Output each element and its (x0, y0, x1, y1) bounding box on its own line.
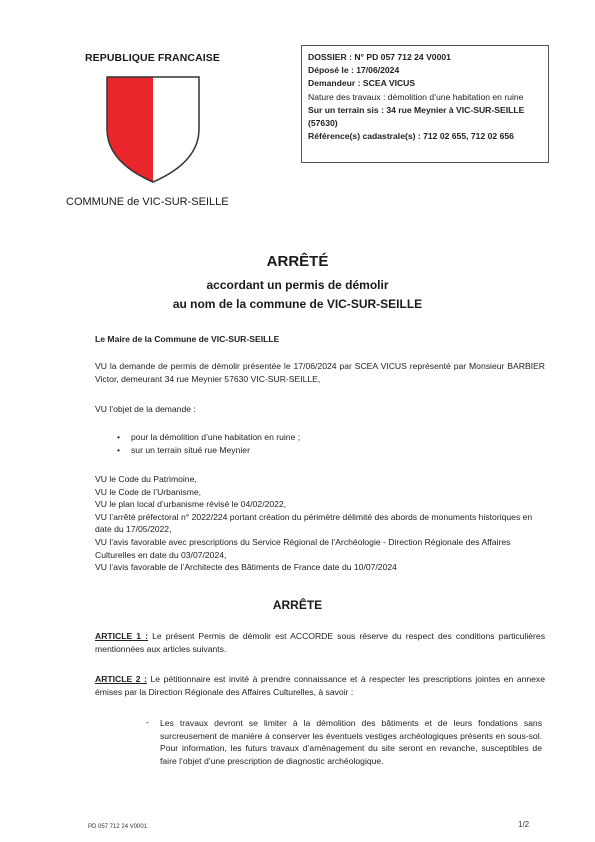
article-2-label: ARTICLE 2 : (95, 674, 147, 684)
vu-item: VU l’avis favorable avec prescriptions du Service Régional de l’Archéologie - Direction Régionale des Affaires Culturelles en date du 03/07/2024, (95, 536, 511, 560)
dossier-number: DOSSIER : N° PD 057 712 24 V0001 (308, 52, 451, 62)
article-1-text: Le présent Permis de démolir est ACCORDE sous réserve du respect des conditions particulières mentionnées aux articles suivants. (95, 631, 545, 654)
vu-item: VU le plan local d’urbanisme révisé le 04/02/2022, (95, 499, 287, 510)
vu-item: VU l’avis favorable de l’Architecte des Bâtiments de France date du 10/07/2024 (95, 562, 397, 573)
vu-objet: VU l’objet de la demande : (95, 404, 196, 414)
cadastral-reference: Référence(s) cadastrale(s) : 712 02 655, 712 02 656 (308, 131, 514, 142)
land-location: Sur un terrain sis : 34 rue Meynier à VIC-SUR-SEILLE (57630) (308, 104, 525, 129)
republic-label: REPUBLIQUE FRANCAISE (84, 52, 220, 64)
document-title: ARRÊTÉ (266, 253, 329, 270)
works-nature: Nature des travaux : démolition d’une habitation en ruine (308, 91, 524, 102)
commune-label: COMMUNE de VIC-SUR-SEILLE (66, 196, 229, 208)
coat-of-arms-icon (103, 74, 203, 186)
vu-item: VU le Code de l’Urbanisme, (95, 486, 202, 497)
article-1 (95, 630, 545, 655)
article-2 (95, 673, 545, 698)
footer-reference: PD 057 712 24 V0001 (88, 824, 148, 830)
page-number: 1/2 (518, 820, 530, 829)
applicant: Demandeur : SCEA VICUS (308, 78, 416, 89)
list-item: • sur un terrain situé rue Meynier (117, 444, 545, 457)
document-subtitle-line2: au nom de la commune de VIC-SUR-SEILLE (172, 297, 423, 311)
list-item: • pour la démolition d’une habitation en ruine ; (117, 431, 545, 444)
article-2-prescription: Les travaux devront se limiter à la démolition des bâtiments et de leurs fondations sans surcreusement de manière à conserver les éventuels vestiges archéologiques présents en sous-sol. Pour information, les futurs travaux d’aménagement du site seront en revanche, susceptibles de faire l’objet d’une prescription de diagnostic archéologique. (160, 718, 542, 766)
dash-bullet: - (146, 717, 149, 727)
dossier-reference-box (301, 45, 549, 163)
vu-item: VU le Code du Patrimoine, (95, 474, 197, 484)
article-1-label: ARTICLE 1 : (95, 631, 149, 641)
maire-heading: Le Maire de la Commune de VIC-SUR-SEILLE (95, 334, 280, 344)
objet-list (95, 431, 545, 456)
vu-list (95, 473, 545, 574)
document-subtitle-line1: accordant un permis de démolir (206, 278, 389, 292)
arrete-heading: ARRÊTE (272, 598, 323, 612)
header-left (60, 52, 245, 186)
vu-demande: VU la demande de permis de démolir présentée le 17/06/2024 par SCEA VICUS représenté par Monsieur BARBIER Victor, demeurant 34 rue Meynier 57630 VIC-SUR-SEILLE, (95, 361, 545, 384)
deposit-date: Déposé le : 17/06/2024 (308, 65, 400, 76)
vu-item: VU l’arrêté préfectoral n° 2022/224 portant création du périmètre délimité des abords de monuments historiques en date du 17/05/2022, (95, 511, 533, 535)
article-2-text: Le pétitionnaire est invité à prendre connaissance et à respecter les prescriptions jointes en annexe émises par la Direction Régionale des Affaires Culturelles, à savoir : (95, 674, 545, 697)
